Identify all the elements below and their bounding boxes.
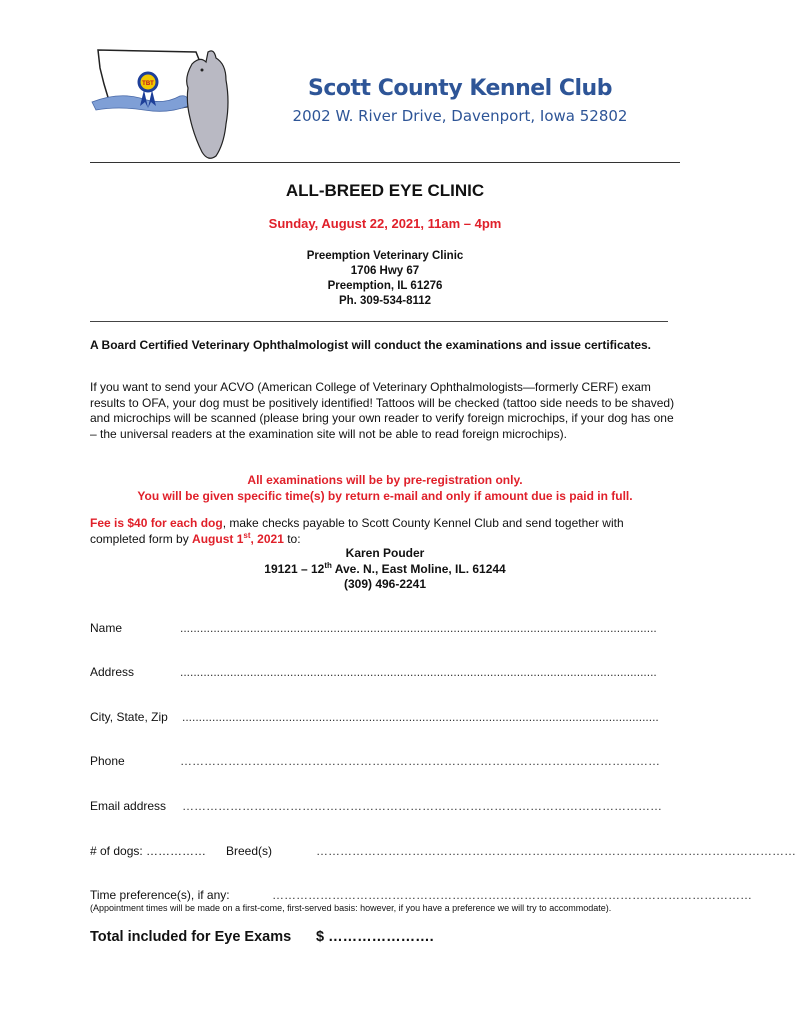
- email-label: Email address: [90, 799, 167, 813]
- phone-label: Phone: [90, 754, 125, 768]
- rosette-badge-text: TBT: [142, 81, 154, 87]
- contact-address-number: 19121 – 12: [264, 561, 325, 576]
- time-preference-label: Time preference(s), if any:: [90, 888, 230, 902]
- email-field[interactable]: …………………………………………………………………………………………………………: [182, 799, 662, 813]
- venue-phone: Ph. 309-534-8112: [338, 295, 432, 307]
- fee-amount: Fee is $40 for each dog: [90, 516, 223, 530]
- club-logo: [88, 40, 248, 170]
- header-divider: [90, 162, 680, 163]
- payment-notice: You will be given specific time(s) by return e-mail and only if amount due is paid in full.: [137, 489, 633, 503]
- venue-block: [90, 249, 680, 309]
- fee-paragraph: [90, 516, 680, 547]
- venue-name: Preemption Veterinary Clinic: [306, 250, 464, 262]
- intro-paragraph: A Board Certified Veterinary Ophthalmologist will conduct the examinations and issue certificates.: [90, 338, 652, 352]
- fee-end: to:: [283, 531, 301, 546]
- dogs-count-field[interactable]: # of dogs: ……………: [90, 844, 207, 858]
- breed-label: Breed(s): [226, 844, 273, 858]
- name-field[interactable]: ...............................................................................................................................................: [180, 621, 657, 635]
- phone-field[interactable]: …………………………………………………………………………………………………………: [180, 754, 660, 768]
- address-field[interactable]: ...............................................................................................................................................: [180, 665, 657, 679]
- mailing-contact: [90, 546, 680, 593]
- contact-address: [90, 562, 680, 578]
- dog-illinois-shape: [187, 51, 228, 158]
- deadline-month-day: August 1: [192, 531, 244, 546]
- fee-text: , make checks payable to Scott County Kennel Club and send together with completed form by: [90, 516, 624, 546]
- contact-address-rest: Ave. N., East Moline, IL. 61244: [331, 561, 506, 576]
- contact-address-suffix: th: [324, 560, 332, 570]
- breed-field[interactable]: …………………………………………………………………………………………………………: [316, 844, 796, 858]
- city-state-zip-label: City, State, Zip: [90, 710, 168, 724]
- venue-city: Preemption, IL 61276: [327, 280, 443, 292]
- venue-street: 1706 Hwy 67: [350, 265, 420, 277]
- deadline-year: , 2021: [250, 531, 284, 546]
- contact-name: Karen Pouder: [345, 546, 425, 560]
- contact-phone: (309) 496-2241: [343, 577, 427, 591]
- deadline-suffix: st: [243, 530, 251, 540]
- address-label: Address: [90, 665, 135, 679]
- clinic-date: Sunday, August 22, 2021, 11am – 4pm: [268, 216, 502, 231]
- clinic-title: ALL-BREED EYE CLINIC: [285, 181, 485, 200]
- city-state-zip-field[interactable]: ...............................................................................................................................................: [182, 710, 659, 724]
- time-preference-field[interactable]: …………………………………………………………………………………………………………: [272, 888, 752, 902]
- identification-paragraph: If you want to send your ACVO (American College of Veterinary Ophthalmologists—formerly CERF) exam results to OFA, your dog must be positively identified! Tattoos will be checked (tattoo side needs to be shaved) and microchips will be scanned (please bring your own reader to verify foreign microchips, if your dog has one – the universal readers at the examination site will not be able to read foreign microchips).: [90, 380, 675, 441]
- total-amount-field[interactable]: $ ………………….: [316, 929, 434, 945]
- club-name: Scott County Kennel Club: [308, 76, 612, 101]
- section-divider: [90, 321, 668, 322]
- name-label: Name: [90, 621, 123, 635]
- total-label: Total included for Eye Exams: [90, 929, 292, 945]
- appointment-note: (Appointment times will be made on a first-come, first-served basis: however, if you have a preference we will try to accommodate).: [90, 903, 612, 913]
- deadline-date: [192, 532, 284, 546]
- club-address: 2002 W. River Drive, Davenport, Iowa 52802: [292, 107, 628, 125]
- preregistration-notice: All examinations will be by pre-registration only.: [247, 473, 523, 487]
